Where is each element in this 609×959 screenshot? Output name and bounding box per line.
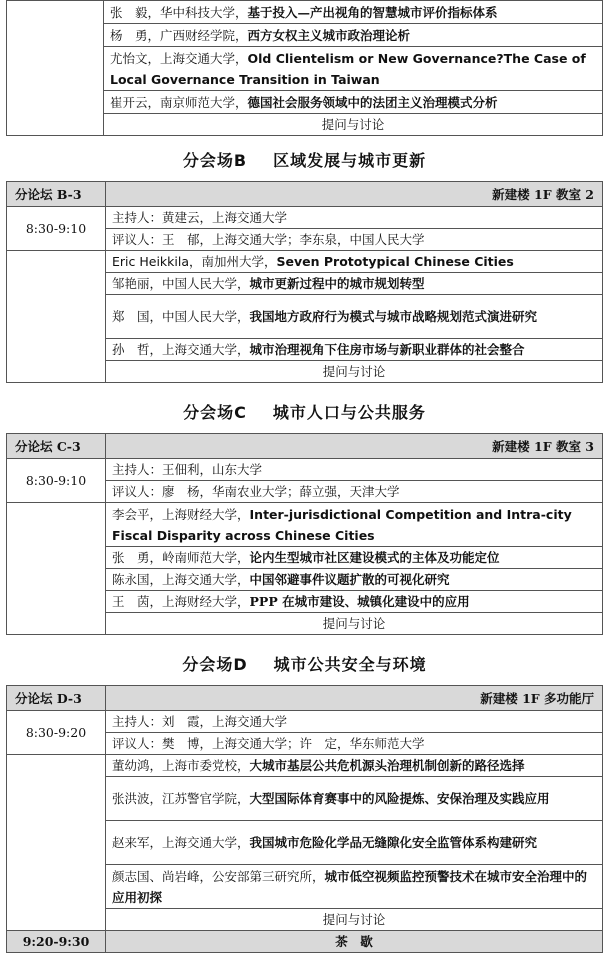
speaker: 张 勇，岭南师范大学， (112, 550, 250, 565)
session-d-table (6, 685, 603, 953)
discussion-row: 提问与讨论 (106, 361, 603, 383)
venue-label: 分会场D (182, 655, 248, 674)
forum-label: 分论坛 B-3 (7, 182, 106, 207)
paper-title: Seven Prototypical Chinese Cities (276, 254, 514, 269)
paper-title: Old Clientelism or New Governance?The Case of Local Governance Transition in Taiwan (110, 50, 586, 87)
time-cell-empty (7, 503, 106, 635)
paper-title: 西方女权主义城市政治理论析 (247, 27, 411, 43)
reviewer-row: 评议人：樊 博，上海交通大学；许 定，华东师范大学 (106, 733, 603, 755)
time-cell-empty (7, 755, 106, 931)
discussion-row: 提问与讨论 (106, 909, 603, 931)
speaker: 张洪波，江苏警官学院， (112, 791, 250, 806)
host-row: 主持人：刘 霞，上海交通大学 (106, 711, 603, 733)
presentation-row (106, 755, 603, 777)
tea-break-time: 9:20-9:30 (7, 931, 106, 953)
speaker: 张 毅，华中科技大学， (110, 4, 248, 20)
presentation-row (106, 821, 603, 865)
room-label: 新建楼 1F 教室 3 (106, 434, 603, 459)
forum-label: 分论坛 D-3 (7, 686, 106, 711)
speaker: 颜志国、尚岩峰，公安部第三研究所， (112, 868, 325, 884)
paper-title: 中国邻避事件议题扩散的可视化研究 (249, 572, 450, 587)
venue-heading-c (6, 400, 603, 423)
presentation-row (106, 777, 603, 821)
reviewer-row: 评议人：王 郁，上海交通大学；李东泉，中国人民大学 (106, 229, 603, 251)
speaker: 赵来军，上海交通大学， (112, 835, 250, 850)
room-label: 新建楼 1F 教室 2 (106, 182, 603, 207)
presentation-row (106, 273, 603, 295)
reviewer-row: 评议人：廖 杨，华南农业大学；薛立强，天津大学 (106, 481, 603, 503)
paper-title: Inter-jurisdictional Competition and Intra-city Fiscal Disparity across Chinese Cities (112, 506, 572, 543)
speaker: 崔开云，南京师范大学， (110, 94, 248, 110)
presentation-row (106, 569, 603, 591)
presentation-row (106, 295, 603, 339)
speaker: 陈永国，上海交通大学， (112, 572, 250, 587)
speaker: 郑 国，中国人民大学， (112, 309, 250, 324)
host-row: 主持人：王佃利，山东大学 (106, 459, 603, 481)
session-b-table (6, 181, 603, 383)
session-time: 8:30-9:10 (7, 459, 106, 503)
presentation-row (106, 503, 603, 547)
paper-title: 城市更新过程中的城市规划转型 (249, 276, 425, 291)
presentation-row (104, 24, 603, 47)
speaker: 董幼鸿，上海市委党校， (112, 758, 250, 773)
presentation-row (106, 339, 603, 361)
top-program-table (6, 0, 603, 136)
time-cell-empty (7, 251, 106, 383)
presentation-row (106, 591, 603, 613)
discussion-row: 提问与讨论 (106, 613, 603, 635)
paper-title: 基于投入—产出视角的智慧城市评价指标体系 (247, 4, 498, 20)
paper-title: 城市治理视角下住房市场与新职业群体的社会整合 (249, 342, 525, 357)
paper-title: 论内生型城市社区建设模式的主体及功能定位 (249, 550, 500, 565)
session-time: 8:30-9:20 (7, 711, 106, 755)
speaker: 杨 勇，广西财经学院， (110, 27, 248, 43)
venue-label: 分会场C (183, 403, 247, 422)
venue-heading-b (6, 148, 603, 171)
presentation-row (104, 1, 603, 24)
paper-title: PPP 在城市建设、城镇化建设中的应用 (249, 594, 470, 609)
venue-label: 分会场B (182, 151, 248, 170)
session-time: 8:30-9:10 (7, 207, 106, 251)
speaker: Eric Heikkila，南加州大学， (112, 254, 277, 269)
speaker: 邹艳丽，中国人民大学， (112, 276, 250, 291)
paper-title: 大型国际体育赛事中的风险提炼、安保治理及实践应用 (249, 791, 550, 806)
speaker: 孙 哲，上海交通大学， (112, 342, 250, 357)
host-row: 主持人：黄建云，上海交通大学 (106, 207, 603, 229)
paper-title: 城市低空视频监控预警技术在城市安全治理中的应用初探 (112, 868, 588, 905)
venue-topic: 城市公共安全与环境 (273, 655, 427, 674)
paper-title: 我国地方政府行为模式与城市战略规划范式演进研究 (249, 309, 538, 324)
venue-topic: 区域发展与城市更新 (273, 151, 427, 170)
venue-heading-d (6, 652, 603, 675)
time-cell-empty (7, 1, 104, 136)
session-c-table (6, 433, 603, 635)
room-label: 新建楼 1F 多功能厅 (106, 686, 603, 711)
forum-label: 分论坛 C-3 (7, 434, 106, 459)
tea-break-label: 茶 歇 (106, 931, 603, 953)
speaker: 李会平，上海财经大学， (112, 506, 250, 522)
paper-title: 我国城市危险化学品无缝隙化安全监管体系构建研究 (249, 835, 538, 850)
paper-title: 德国社会服务领域中的法团主义治理模式分析 (247, 94, 498, 110)
speaker: 王 茵，上海财经大学， (112, 594, 250, 609)
presentation-row (104, 47, 603, 91)
presentation-row (106, 547, 603, 569)
speaker: 尤怡文，上海交通大学， (110, 50, 248, 66)
presentation-row (106, 251, 603, 273)
paper-title: 大城市基层公共危机源头治理机制创新的路径选择 (249, 758, 525, 773)
discussion-row: 提问与讨论 (104, 114, 603, 136)
venue-topic: 城市人口与公共服务 (272, 403, 426, 422)
presentation-row (104, 91, 603, 114)
presentation-row (106, 865, 603, 909)
